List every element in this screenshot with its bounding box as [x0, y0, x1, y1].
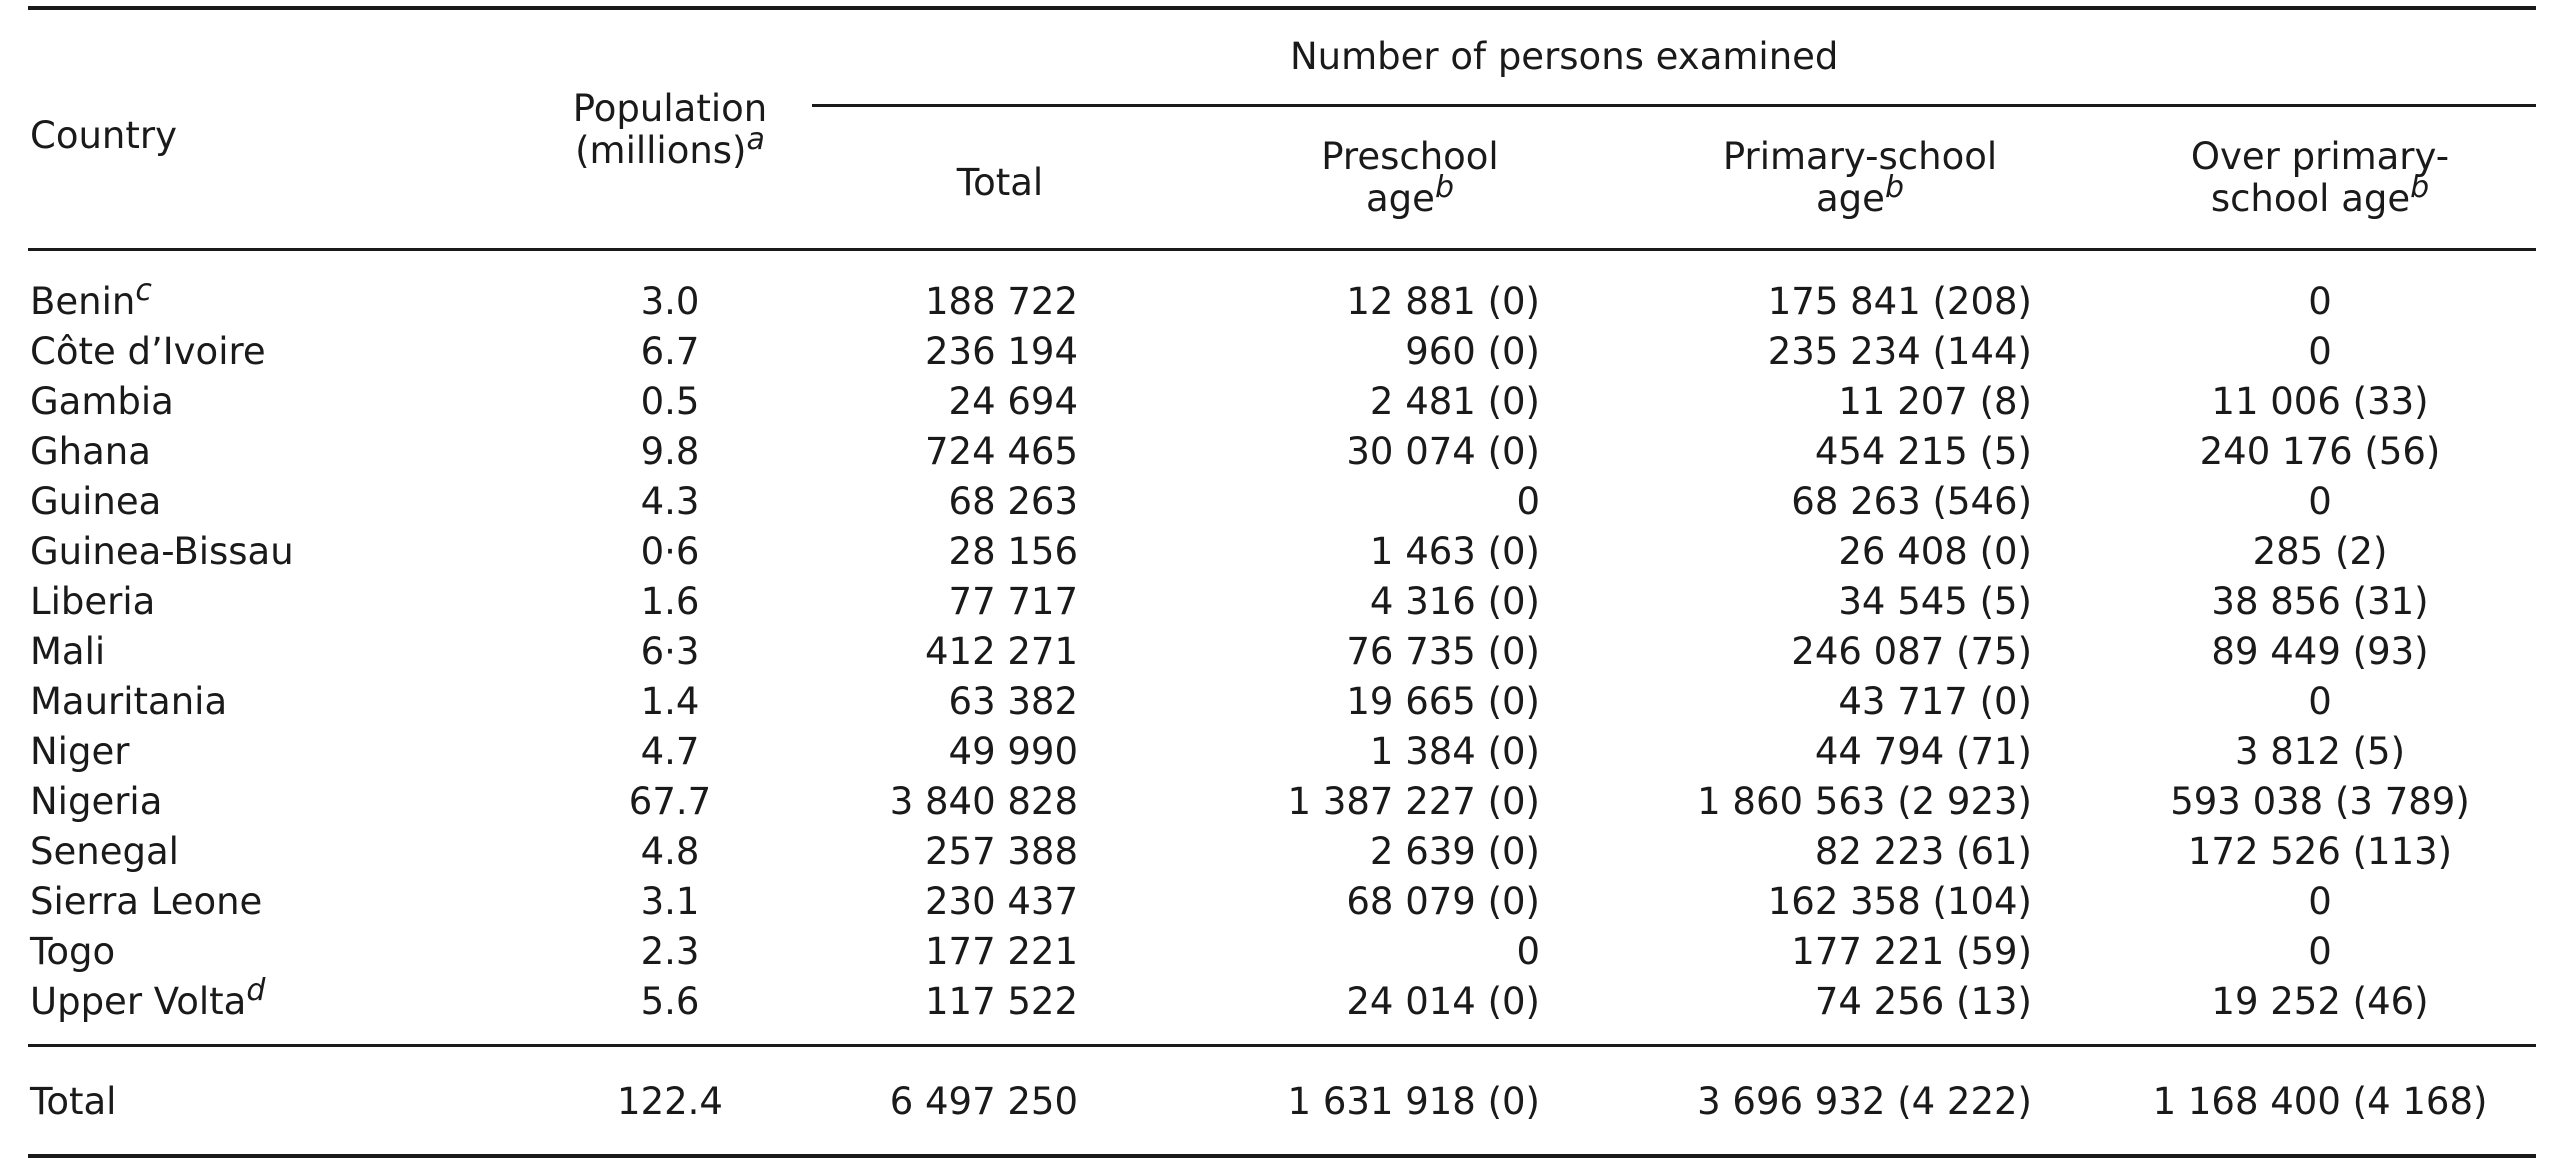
table-row — [0, 930, 2560, 980]
cell-country: Gambia — [30, 380, 174, 423]
cell-primary: 175 841 (208) — [1767, 280, 2032, 323]
table-row — [0, 273, 2560, 330]
table-row — [0, 780, 2560, 830]
table-row — [0, 880, 2560, 930]
footnote-marker: a — [746, 122, 765, 157]
cell-preschool: 30 074 (0) — [1346, 430, 1540, 473]
footnote-marker: b — [1434, 170, 1454, 205]
cell-country: Niger — [30, 730, 130, 773]
header-total: Total — [956, 161, 1044, 204]
cell-over: 38 856 (31) — [2211, 580, 2429, 623]
cell-total: 412 271 — [924, 630, 1078, 673]
cell-total: 3 840 828 — [889, 780, 1078, 823]
cell-over: 0 — [2308, 280, 2332, 323]
cell-primary: 1 860 563 (2 923) — [1697, 780, 2032, 823]
cell-primary: 235 234 (144) — [1767, 330, 2032, 373]
cell-over: 19 252 (46) — [2211, 980, 2429, 1023]
cell-population: 2.3 — [640, 930, 700, 973]
cell-total: 177 221 — [924, 930, 1078, 973]
table-row — [0, 973, 2560, 1030]
cell-preschool: 0 — [1516, 930, 1540, 973]
header-population: Population (millions)$^a$ — [572, 87, 768, 172]
bottom-rule — [28, 1154, 2536, 1158]
cell-preschool: 24 014 (0) — [1346, 980, 1540, 1023]
cell-primary: 74 256 (13) — [1814, 980, 2032, 1023]
cell-preschool: 960 (0) — [1405, 330, 1540, 373]
cell-population: 1.6 — [640, 580, 700, 623]
top-rule — [28, 6, 2536, 10]
total-label: Total — [30, 1080, 117, 1123]
footnote-marker: c — [135, 273, 152, 308]
cell-country: Liberia — [30, 580, 156, 623]
cell-preschool: 2 639 (0) — [1369, 830, 1540, 873]
cell-primary: 26 408 (0) — [1838, 530, 2032, 573]
cell-population: 6.7 — [640, 330, 700, 373]
cell-primary: 162 358 (104) — [1767, 880, 2032, 923]
cell-country: Guinea — [30, 480, 162, 523]
cell-preschool: 0 — [1516, 480, 1540, 523]
cell-population: 1.4 — [640, 680, 700, 723]
table-row — [0, 730, 2560, 780]
cell-preschool: 1 463 (0) — [1369, 530, 1540, 573]
cell-total: 49 990 — [948, 730, 1078, 773]
cell-total: 68 263 — [948, 480, 1078, 523]
cell-preschool: 1 387 227 (0) — [1287, 780, 1540, 823]
cell-primary: 246 087 (75) — [1791, 630, 2032, 673]
cell-preschool: 2 481 (0) — [1369, 380, 1540, 423]
total-total: 6 497 250 — [889, 1080, 1078, 1123]
cell-over: 240 176 (56) — [2199, 430, 2441, 473]
cell-over: 11 006 (33) — [2211, 380, 2429, 423]
cell-preschool: 19 665 (0) — [1346, 680, 1540, 723]
cell-preschool: 68 079 (0) — [1346, 880, 1540, 923]
header-group-title: Number of persons examined — [1290, 35, 1839, 78]
cell-over: 0 — [2308, 680, 2332, 723]
cell-country: Ghana — [30, 430, 151, 473]
cell-total: 230 437 — [924, 880, 1078, 923]
cell-population: 3.0 — [640, 280, 700, 323]
cell-over: 285 (2) — [2252, 530, 2388, 573]
cell-primary: 454 215 (5) — [1814, 430, 2032, 473]
total-preschool: 1 631 918 (0) — [1287, 1080, 1540, 1123]
cell-preschool: 76 735 (0) — [1346, 630, 1540, 673]
cell-country: Upper Volta$^d$ — [30, 973, 266, 1023]
cell-population: 5.6 — [640, 980, 700, 1023]
cell-primary: 11 207 (8) — [1838, 380, 2032, 423]
cell-primary: 68 263 (546) — [1791, 480, 2032, 523]
cell-total: 77 717 — [948, 580, 1078, 623]
cell-country: Benin$^c$ — [30, 273, 152, 323]
cell-total: 63 382 — [948, 680, 1078, 723]
cell-population: 9.8 — [640, 430, 700, 473]
footnote-marker: b — [1884, 170, 1904, 205]
cell-country: Mauritania — [30, 680, 228, 723]
cell-total: 28 156 — [948, 530, 1078, 573]
cell-primary: 44 794 (71) — [1814, 730, 2032, 773]
cell-primary: 82 223 (61) — [1814, 830, 2032, 873]
table-row — [0, 380, 2560, 430]
cell-preschool: 12 881 (0) — [1346, 280, 1540, 323]
cell-country: Senegal — [30, 830, 179, 873]
cell-country: Côte d’Ivoire — [30, 330, 266, 373]
total-rule — [28, 1044, 2536, 1047]
header-rule — [28, 248, 2536, 251]
cell-country: Nigeria — [30, 780, 163, 823]
cell-over: 0 — [2308, 930, 2332, 973]
cell-preschool: 1 384 (0) — [1369, 730, 1540, 773]
cell-total: 257 388 — [924, 830, 1078, 873]
total-row — [0, 1080, 2560, 1130]
cell-population: 0.5 — [640, 380, 700, 423]
header-over-primary: Over primary- school age$^b$ — [2190, 135, 2450, 220]
cell-over: 3 812 (5) — [2234, 730, 2406, 773]
cell-over: 0 — [2308, 480, 2332, 523]
cell-country: Togo — [30, 930, 116, 973]
table-row — [0, 630, 2560, 680]
header-preschool: Preschool age$^b$ — [1321, 135, 1499, 220]
table-row — [0, 580, 2560, 630]
cell-population: 67.7 — [628, 780, 712, 823]
cell-population: 6·3 — [640, 630, 700, 673]
table-row — [0, 430, 2560, 480]
table-row — [0, 830, 2560, 880]
cell-total: 188 722 — [924, 280, 1078, 323]
cell-over: 0 — [2308, 330, 2332, 373]
total-primary: 3 696 932 (4 222) — [1697, 1080, 2032, 1123]
cell-over: 0 — [2308, 880, 2332, 923]
cell-population: 4.7 — [640, 730, 700, 773]
footnote-marker: d — [246, 973, 266, 1008]
table-row — [0, 330, 2560, 380]
table-row — [0, 530, 2560, 580]
table-body — [0, 273, 2560, 1030]
total-population: 122.4 — [617, 1080, 723, 1123]
table-row — [0, 680, 2560, 730]
header-primary: Primary-school age$^b$ — [1722, 135, 1998, 220]
cell-population: 3.1 — [640, 880, 700, 923]
cell-country: Mali — [30, 630, 106, 673]
cell-over: 172 526 (113) — [2187, 830, 2453, 873]
header-country: Country — [30, 114, 177, 157]
cell-total: 24 694 — [948, 380, 1078, 423]
cell-primary: 177 221 (59) — [1791, 930, 2032, 973]
total-over: 1 168 400 (4 168) — [2152, 1080, 2488, 1123]
cell-primary: 43 717 (0) — [1838, 680, 2032, 723]
cell-primary: 34 545 (5) — [1838, 580, 2032, 623]
table-row — [0, 480, 2560, 530]
cell-preschool: 4 316 (0) — [1369, 580, 1540, 623]
cell-country: Guinea-Bissau — [30, 530, 294, 573]
cell-country: Sierra Leone — [30, 880, 263, 923]
cell-population: 0·6 — [640, 530, 700, 573]
cell-over: 89 449 (93) — [2211, 630, 2429, 673]
group-rule — [812, 104, 2536, 107]
cell-total: 236 194 — [924, 330, 1078, 373]
cell-total: 117 522 — [924, 980, 1078, 1023]
cell-total: 724 465 — [924, 430, 1078, 473]
cell-population: 4.3 — [640, 480, 700, 523]
footnote-marker: b — [2410, 170, 2430, 205]
cell-over: 593 038 (3 789) — [2170, 780, 2470, 823]
cell-population: 4.8 — [640, 830, 700, 873]
